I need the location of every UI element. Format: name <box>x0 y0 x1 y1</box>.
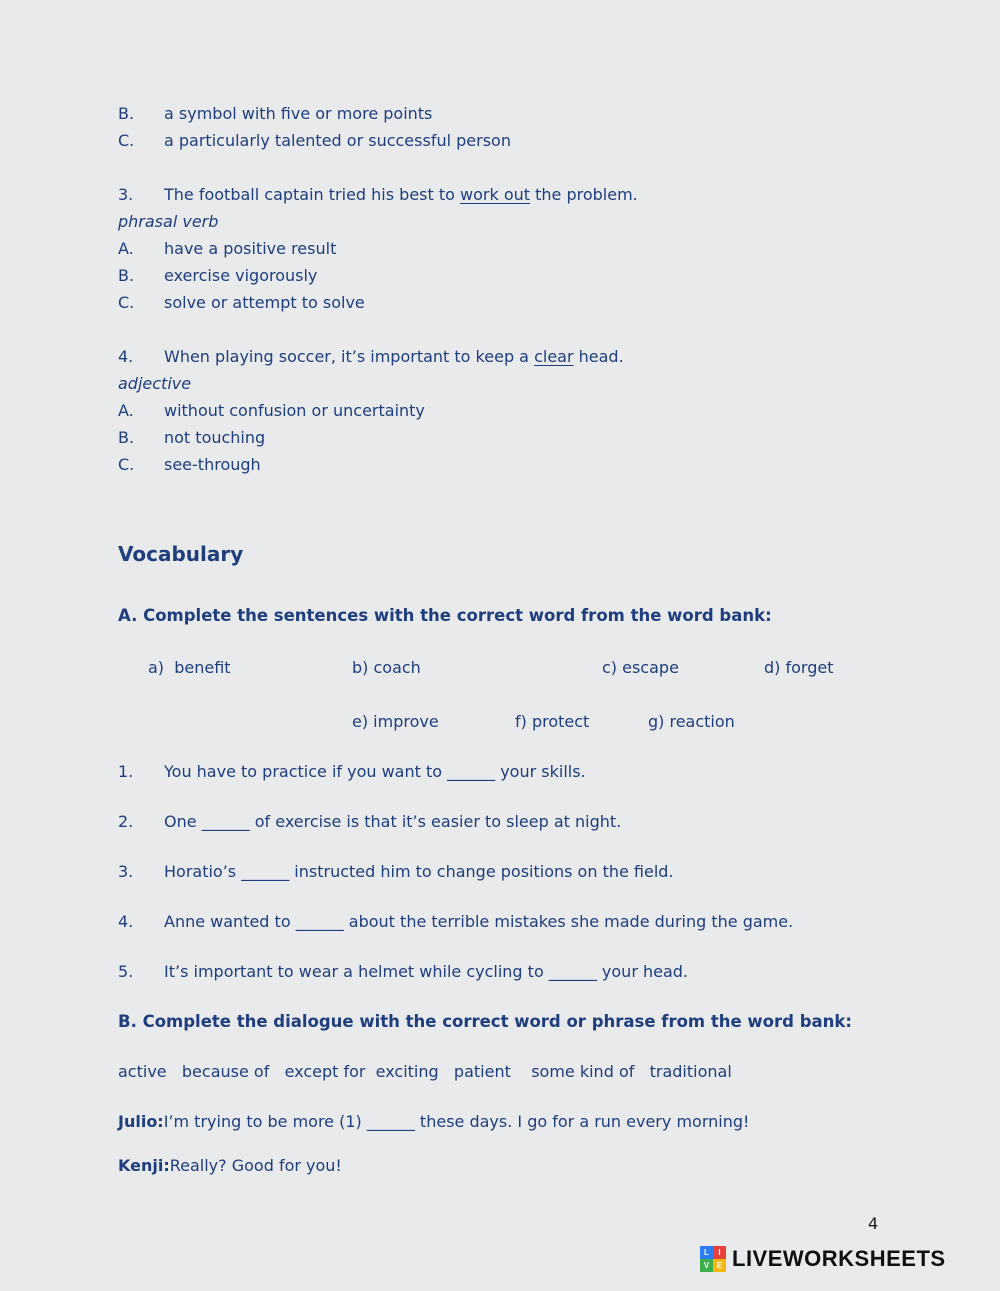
dialogue-line-kenji <box>118 1152 940 1179</box>
option-letter: A. <box>118 239 134 258</box>
sentence-post: about the terrible mistakes she made during the game. <box>343 912 794 931</box>
option-row <box>118 262 940 289</box>
option-text: a particularly talented or successful person <box>164 131 511 150</box>
speaker-name: Kenji: <box>118 1156 170 1175</box>
option-row <box>118 424 940 451</box>
mc-leftover-options <box>118 100 940 154</box>
word-bank-row-2 <box>118 708 940 735</box>
word-bank-item: g) reaction <box>648 712 735 731</box>
option-letter: B. <box>118 104 135 123</box>
question-sentence <box>118 343 940 370</box>
logo-square-v: V <box>700 1259 713 1272</box>
word-bank-item: b) coach <box>352 658 421 677</box>
vocabulary-heading: Vocabulary <box>118 542 244 566</box>
part-of-speech-label: phrasal verb <box>118 212 219 231</box>
answer-blank[interactable]: ______ <box>548 962 597 981</box>
logo-square-l: L <box>700 1246 713 1259</box>
sentence-text <box>164 958 940 985</box>
sentence-number: 2. <box>118 812 134 831</box>
sentence-5 <box>118 958 940 985</box>
question-text-post: the problem. <box>530 185 638 204</box>
section-b-title: B. Complete the dialogue with the correct word or phrase from the word bank: <box>118 1012 852 1031</box>
dialogue-pre: I’m trying to be more (1) <box>163 1112 367 1131</box>
option-text: see-through <box>164 455 261 474</box>
question-text-pre: When playing soccer, it’s important to keep a <box>164 347 535 366</box>
word-bank-item: d) forget <box>764 658 834 677</box>
answer-blank[interactable]: ______ <box>366 1112 415 1131</box>
dialogue-line-julio <box>118 1108 940 1135</box>
word-bank-item: a) benefit <box>148 658 231 677</box>
sentence-pre: Anne wanted to <box>164 912 296 931</box>
option-row <box>118 127 940 154</box>
sentence-3 <box>118 858 940 885</box>
sentence-pre: One <box>164 812 202 831</box>
question-text <box>164 343 940 370</box>
question-text-post: head. <box>573 347 624 366</box>
option-text: without confusion or uncertainty <box>164 401 425 420</box>
sentence-number: 3. <box>118 862 134 881</box>
option-letter: C. <box>118 131 135 150</box>
sentence-text <box>164 758 940 785</box>
logo-square-e: E <box>713 1259 726 1272</box>
sentence-number: 4. <box>118 912 134 931</box>
sentence-number: 1. <box>118 762 134 781</box>
underlined-term: work out <box>460 185 531 204</box>
option-letter: C. <box>118 293 135 312</box>
option-text: not touching <box>164 428 266 447</box>
sentence-number: 5. <box>118 962 134 981</box>
section-a-title: A. Complete the sentences with the correct word from the word bank: <box>118 606 772 625</box>
sentence-text <box>164 908 940 935</box>
word-bank-item: c) escape <box>602 658 679 677</box>
sentence-post: your skills. <box>495 762 586 781</box>
option-letter: B. <box>118 266 135 285</box>
option-row <box>118 451 940 478</box>
speaker-name: Julio: <box>118 1112 164 1131</box>
question-text-pre: The football captain tried his best to <box>164 185 461 204</box>
sentence-pre: You have to practice if you want to <box>164 762 448 781</box>
answer-blank[interactable]: ______ <box>447 762 496 781</box>
question-sentence <box>118 181 940 208</box>
question-number: 4. <box>118 347 134 366</box>
logo-square-i: I <box>713 1246 726 1259</box>
question-4 <box>118 343 940 478</box>
question-3 <box>118 181 940 316</box>
question-text <box>164 181 940 208</box>
dialogue-post: these days. I go for a run every morning! <box>414 1112 750 1131</box>
underlined-term: clear <box>534 347 574 366</box>
liveworksheets-wordmark: LIVEWORKSHEETS <box>732 1246 946 1271</box>
sentence-1 <box>118 758 940 785</box>
answer-blank[interactable]: ______ <box>241 862 290 881</box>
option-row <box>118 100 940 127</box>
option-row <box>118 235 940 262</box>
sentence-2 <box>118 808 940 835</box>
sentence-pre: It’s important to wear a helmet while cycling to <box>164 962 549 981</box>
liveworksheets-logo <box>700 1246 946 1272</box>
option-letter: C. <box>118 455 135 474</box>
option-letter: A. <box>118 401 134 420</box>
option-text: a symbol with five or more points <box>164 104 433 123</box>
sentence-pre: Horatio’s <box>164 862 242 881</box>
sentence-post: of exercise is that it’s easier to sleep at night. <box>249 812 622 831</box>
question-number: 3. <box>118 185 134 204</box>
sentence-text <box>164 858 940 885</box>
option-text: solve or attempt to solve <box>164 293 365 312</box>
option-text: exercise vigorously <box>164 266 318 285</box>
page-number: 4 <box>868 1214 879 1233</box>
sentence-4 <box>118 908 940 935</box>
word-bank-item: f) protect <box>515 712 590 731</box>
liveworksheets-icon <box>700 1246 726 1272</box>
word-bank-row-1 <box>118 654 940 681</box>
part-of-speech-label: adjective <box>118 374 192 393</box>
option-text: have a positive result <box>164 239 337 258</box>
answer-blank[interactable]: ______ <box>295 912 344 931</box>
option-row <box>118 397 940 424</box>
sentence-post: instructed him to change positions on the field. <box>289 862 674 881</box>
option-row <box>118 289 940 316</box>
option-letter: B. <box>118 428 135 447</box>
word-bank-b: active because of except for exciting patient some kind of traditional <box>118 1062 732 1081</box>
sentence-post: your head. <box>596 962 689 981</box>
answer-blank[interactable]: ______ <box>201 812 250 831</box>
dialogue-text: Really? Good for you! <box>169 1156 342 1175</box>
sentence-text <box>164 808 940 835</box>
word-bank-item: e) improve <box>352 712 439 731</box>
